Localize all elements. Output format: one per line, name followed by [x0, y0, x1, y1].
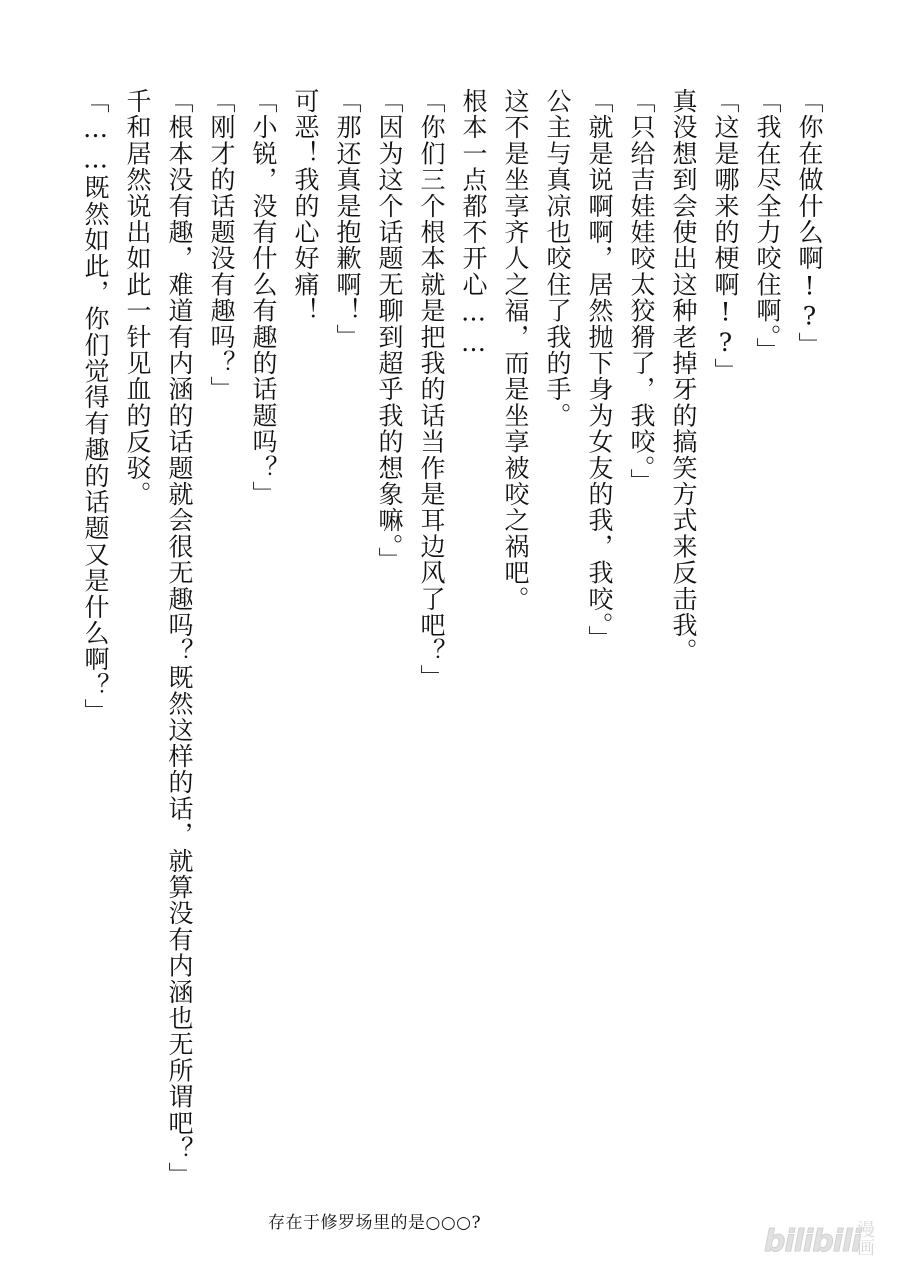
text-column-10: 「你们三个根本就是把我的话当作是耳边风了吧？」	[417, 88, 446, 691]
book-title-footer: 存在于修罗场里的是○○○?	[268, 1213, 482, 1233]
text-column-16: 「根本没有趣，难道有内涵的话题就会很无趣吗？既然这样的话，就算没有内涵也无所谓吧？」	[165, 88, 194, 1189]
text-column-13: 可恶！我的心好痛！	[291, 88, 320, 324]
text-column-7: 公主与真凉也咬住了我的手。	[543, 88, 572, 429]
watermark-latin-text: bilibili	[764, 1224, 861, 1259]
text-column-6: 「就是说啊啊，居然抛下身为女友的我，我咬。」	[585, 88, 614, 652]
text-column-4: 真没想到会使出这种老掉牙的搞笑方式来反击我。	[669, 88, 698, 665]
text-column-5: 「只给吉娃娃咬太狡猾了，我咬。」	[627, 88, 656, 495]
text-column-14: 「小锐，没有什么有趣的话题吗？」	[249, 88, 278, 508]
text-column-15: 「刚才的话题没有趣吗？」	[207, 88, 236, 403]
text-column-8: 这不是坐享齐人之福，而是坐享被咬之祸吧。	[501, 88, 530, 612]
text-column-9: 根本一点都不开心……	[459, 88, 488, 358]
text-column-18: 「……既然如此，你们觉得有趣的话题又是什么啊？」	[81, 88, 110, 725]
text-column-2: 「我在尽全力咬住啊。」	[753, 88, 782, 364]
text-column-3: 「这是哪来的梗啊!?」	[711, 88, 740, 385]
text-column-1: 「你在做什么啊!?」	[795, 88, 824, 358]
text-column-17: 千和居然说出如此一针见血的反驳。	[123, 88, 152, 508]
bilibili-manga-watermark	[764, 1218, 884, 1264]
text-column-11: 「因为这个话题无聊到超乎我的想象嘛。」	[375, 88, 404, 574]
watermark-cjk-text: 漫画	[854, 1220, 875, 1256]
text-column-12: 「那还真是抱歉啊！」	[333, 88, 362, 350]
